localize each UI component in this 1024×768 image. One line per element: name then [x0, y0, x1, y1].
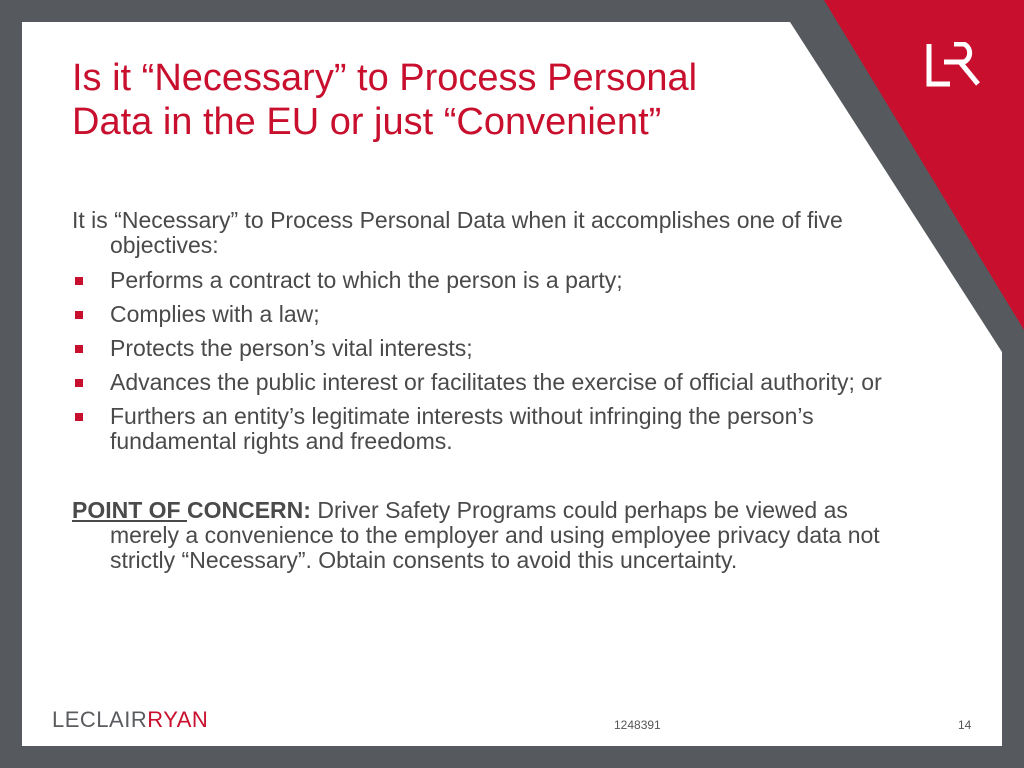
concern-label-underlined: POINT OF	[72, 497, 187, 523]
red-square-bullet-icon	[75, 379, 83, 387]
concern-text: Driver Safety Programs could perhaps be viewed as merely a convenience to the employer and using employee privacy data not strictly “Necessary”. Obtain consents to avoid this uncertainty.	[110, 497, 880, 573]
list-item: Performs a contract to which the person is a party;	[72, 268, 922, 293]
title-line-1: Is it “Necessary” to Process Personal	[72, 57, 698, 99]
logo-text-leclair: LECLAIR	[52, 707, 148, 732]
objectives-list	[72, 268, 922, 454]
lr-monogram-icon	[926, 42, 982, 88]
intro-text: It is “Necessary” to Process Personal Data when it accomplishes one of five objectives:	[72, 207, 843, 258]
list-item: Advances the public interest or facilitates the exercise of official authority; or	[72, 370, 922, 395]
slide-title	[72, 56, 832, 144]
red-square-bullet-icon	[75, 311, 83, 319]
logo-text-ryan: RYAN	[147, 707, 209, 732]
list-item: Furthers an entity’s legitimate interests without infringing the person’s fundamental rights and freedoms.	[72, 404, 922, 454]
leclairryan-logo	[52, 707, 208, 733]
red-square-bullet-icon	[75, 345, 83, 353]
point-of-concern	[72, 498, 922, 573]
document-number: 1248391	[614, 718, 661, 732]
red-square-bullet-icon	[75, 277, 83, 285]
page-number: 14	[958, 718, 972, 732]
concern-label-bold: CONCERN:	[187, 497, 311, 523]
list-item: Protects the person’s vital interests;	[72, 336, 922, 361]
red-square-bullet-icon	[75, 413, 83, 421]
title-line-2: Data in the EU or just “Convenient”	[72, 101, 662, 143]
slide-body	[72, 208, 922, 573]
list-item: Complies with a law;	[72, 302, 922, 327]
